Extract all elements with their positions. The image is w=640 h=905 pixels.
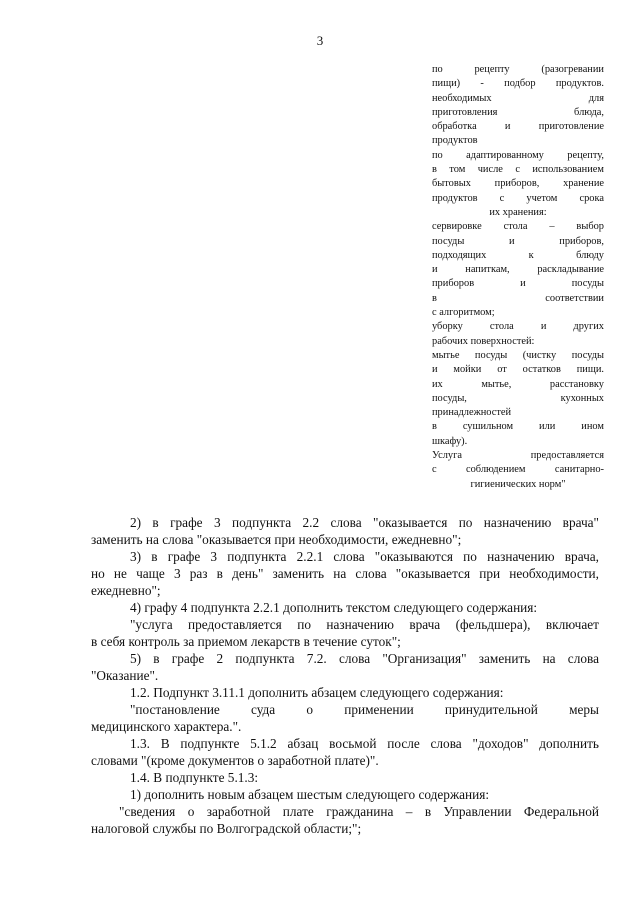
body-text-line: 1) дополнить новым абзацем шестым следующего содержания: xyxy=(130,787,490,802)
table-cell-line: сервировке стола – выбор xyxy=(432,221,604,233)
body-text-line: медицинского характера.". xyxy=(91,719,242,734)
table-cell-line: Услуга предоставляется xyxy=(432,450,604,462)
body-text-line: заменить на слова "оказывается при необходимости, ежедневно"; xyxy=(91,532,462,547)
table-cell-line: гигиенических норм" xyxy=(470,478,566,490)
table-cell-line: по адаптированному рецепту, xyxy=(432,149,604,161)
body-text-line: "сведения о заработной плате гражданина – в Управлении Федеральной xyxy=(119,804,599,819)
body-text-line: налоговой службы по Волгоградской области;"; xyxy=(91,821,362,836)
body-text-line: но не чаще 3 раз в день" заменить на слова "оказывается при необходимости, xyxy=(91,566,599,581)
table-cell-line: необходимых для xyxy=(432,92,604,104)
table-cell-line: приготовления блюда, xyxy=(432,106,604,118)
table-cell-line: продуктов с учетом срока xyxy=(432,192,604,204)
body-text-line: ежедневно"; xyxy=(91,583,161,598)
table-cell-line: по рецепту (разогревании xyxy=(432,64,604,75)
table-cell-line: с соблюдением санитарно- xyxy=(432,464,604,476)
body-text-line: "Оказание". xyxy=(91,668,159,683)
body-text-line: 2) в графе 3 подпункта 2.2 слова "оказывается по назначению врача" xyxy=(130,515,599,530)
body-text-line: 4) графу 4 подпункта 2.2.1 дополнить текстом следующего содержания: xyxy=(130,600,538,615)
body-text-line: 5) в графе 2 подпункта 7.2. слова "Организация" заменить на слова xyxy=(130,651,599,666)
body-text-line: "постановление суда о применении принудительной меры xyxy=(130,702,599,717)
table-cell-line: в сушильном или ином xyxy=(432,421,604,433)
body-text-line: "услуга предоставляется по назначению врача (фельдшера), включает xyxy=(130,617,599,632)
table-cell-line: в соответствии xyxy=(432,292,604,304)
body-text-line: 1.3. В подпункте 5.1.2 абзац восьмой после слова "доходов" дополнить xyxy=(130,736,599,751)
table-cell-line: обработка и приготовление xyxy=(432,121,604,133)
table-cell-line: в том числе с использованием xyxy=(432,164,604,176)
body-text-line: 1.2. Подпункт 3.11.1 дополнить абзацем следующего содержания: xyxy=(130,685,504,700)
table-cell-line: и напиткам, раскладывание xyxy=(432,264,604,276)
table-cell-line: продуктов xyxy=(432,135,478,147)
table-cell-column xyxy=(432,63,604,492)
table-cell-line: посуды, кухонных xyxy=(432,392,604,404)
table-cell-line: рабочих поверхностей: xyxy=(432,335,535,347)
table-cell-line: бытовых приборов, хранение xyxy=(432,178,604,190)
table-cell-line: и мойки от остатков пищи. xyxy=(432,364,604,376)
body-text-line: 1.4. В подпункте 5.1.3: xyxy=(130,770,259,785)
body-text-line: в себя контроль за приемом лекарств в течение суток"; xyxy=(91,634,401,649)
document-body xyxy=(91,514,599,837)
table-cell-line: приборов и посуды xyxy=(432,278,604,290)
table-cell-line: с алгоритмом; xyxy=(432,307,495,319)
table-cell-line: посуды и приборов, xyxy=(432,235,604,247)
page-number: 3 xyxy=(316,33,324,48)
table-cell-line: их мытье, расстановку xyxy=(432,378,604,390)
table-cell-line: их хранения: xyxy=(489,206,547,218)
table-cell-line: подходящих к блюду xyxy=(432,249,604,261)
table-cell-line: принадлежностей xyxy=(432,407,512,419)
body-text-line: словами "(кроме документов о заработной плате)". xyxy=(91,753,379,768)
table-cell-line: пищи) - подбор продуктов. xyxy=(432,78,604,90)
table-cell-line: мытье посуды (чистку посуды xyxy=(432,349,604,361)
body-text-line: 3) в графе 3 подпункта 2.2.1 слова "оказываются по назначению врача, xyxy=(130,549,599,564)
table-cell-line: шкафу). xyxy=(432,435,468,447)
table-cell-line: уборку стола и других xyxy=(432,321,604,333)
